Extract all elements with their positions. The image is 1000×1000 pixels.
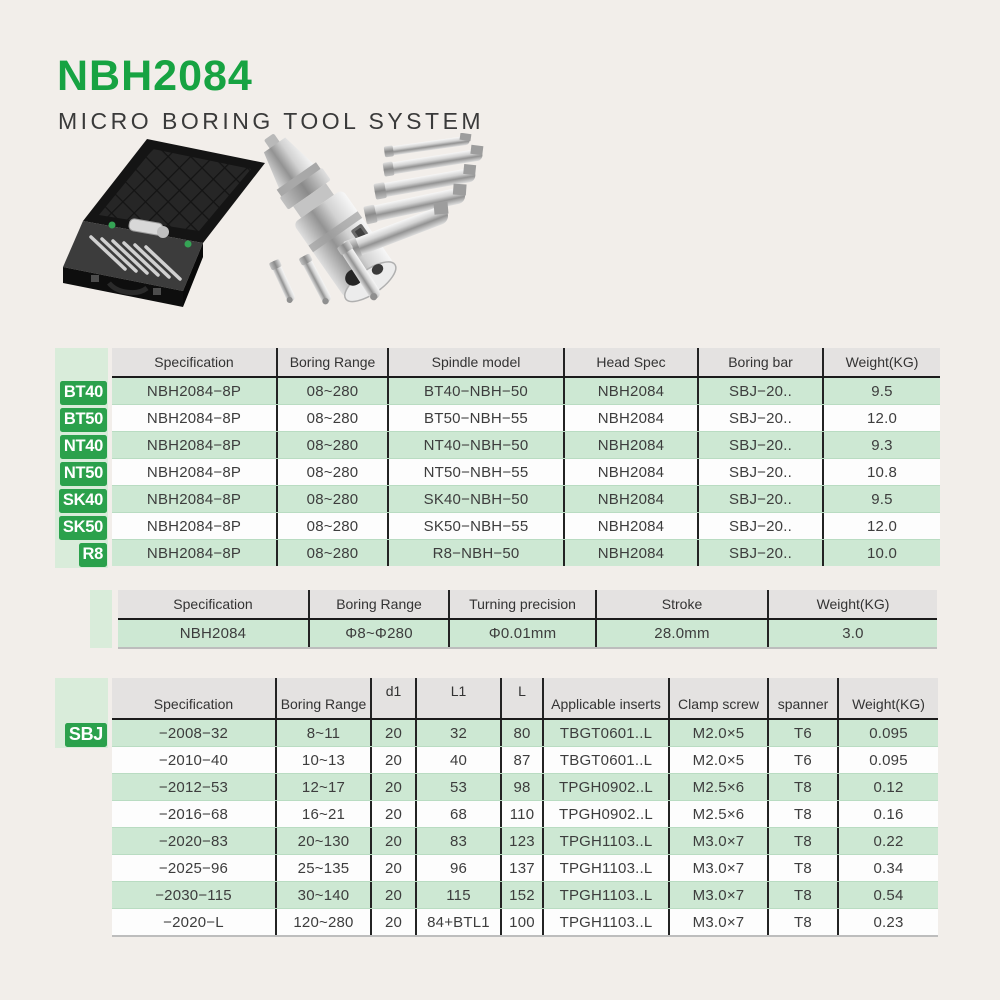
table-cell: T8 [767, 855, 837, 881]
table-cell: NT40−NBH−50 [387, 432, 563, 458]
table-cell: SBJ−20.. [697, 513, 822, 539]
table-cell: 0.54 [837, 882, 938, 908]
table-row [112, 404, 940, 431]
table-row [112, 881, 938, 908]
column-header: Weight(KG) [837, 678, 938, 718]
sbj-table-label-stripe [55, 678, 108, 748]
table-cell: 08~280 [276, 486, 387, 512]
table-cell: T8 [767, 828, 837, 854]
table-cell: TBGT0601..L [542, 747, 668, 773]
table-cell: TPGH1103..L [542, 882, 668, 908]
column-header: Weight(KG) [767, 590, 937, 618]
table-cell: 12.0 [822, 513, 940, 539]
table-cell: SK40−NBH−50 [387, 486, 563, 512]
column-header: Boring bar [697, 348, 822, 376]
table-cell: NBH2084−8P [146, 463, 242, 481]
table-cell: NBH2084−8P [146, 544, 242, 562]
table-cell: NBH2084 [563, 513, 697, 539]
table-cell: BT50−NBH−55 [387, 405, 563, 431]
table-cell: 30~140 [275, 882, 370, 908]
table-cell: 10.0 [822, 540, 940, 566]
table-cell: 9.5 [822, 486, 940, 512]
table-cell: M2.0×5 [668, 747, 767, 773]
table-cell: 83 [415, 828, 500, 854]
spindle-table [55, 348, 940, 568]
table-cell: TPGH0902..L [542, 801, 668, 827]
table-row [112, 746, 938, 773]
table-cell: −2010−40 [158, 751, 229, 769]
row-label-badge: BT50 [60, 408, 107, 432]
table-row [112, 720, 938, 746]
table-cell: NBH2084 [563, 459, 697, 485]
table-cell: 152 [500, 882, 542, 908]
product-photo [55, 133, 545, 323]
table-cell: 20~130 [275, 828, 370, 854]
column-header: Weight(KG) [822, 348, 940, 376]
table-cell: 98 [500, 774, 542, 800]
table-cell: 28.0mm [595, 620, 767, 647]
table-cell: NBH2084−8P [146, 436, 242, 454]
table-cell: SBJ−20.. [697, 405, 822, 431]
table-cell: 123 [500, 828, 542, 854]
table-cell: 20 [370, 774, 415, 800]
column-header: Turning precision [448, 590, 595, 618]
table-cell: NBH2084−8P [146, 409, 242, 427]
table-cell: M2.0×5 [668, 720, 767, 746]
table-cell: 20 [370, 747, 415, 773]
table-cell: TPGH1103..L [542, 828, 668, 854]
row-label-badge: SK50 [59, 516, 107, 540]
column-header: Boring Range [275, 678, 370, 718]
column-header: L [500, 678, 542, 718]
table-cell: 0.34 [837, 855, 938, 881]
table-cell: −2016−68 [158, 805, 229, 823]
row-label-badge: NT40 [60, 435, 107, 459]
table-header-row [118, 590, 937, 620]
column-header: Stroke [595, 590, 767, 618]
table-cell: SBJ−20.. [697, 378, 822, 404]
table-cell: Φ0.01mm [448, 620, 595, 647]
column-header: Specification [154, 354, 234, 370]
table-cell: 53 [415, 774, 500, 800]
table-cell: NBH2084 [563, 405, 697, 431]
table-cell: 9.3 [822, 432, 940, 458]
table-cell: 10.8 [822, 459, 940, 485]
table-cell: M3.0×7 [668, 882, 767, 908]
table-cell: 80 [500, 720, 542, 746]
table-cell: 110 [500, 801, 542, 827]
spindle-table-label-stripe [55, 348, 108, 568]
table-cell: 12~17 [275, 774, 370, 800]
table-cell: NBH2084 [563, 486, 697, 512]
table-cell: 8~11 [275, 720, 370, 746]
table-cell: T8 [767, 801, 837, 827]
table-cell: 10~13 [275, 747, 370, 773]
table-cell: NBH2084−8P [146, 490, 242, 508]
table-cell: 08~280 [276, 459, 387, 485]
table-cell: −2020−L [163, 913, 224, 931]
table-row [112, 485, 940, 512]
table-cell: 96 [415, 855, 500, 881]
table-cell: 3.0 [767, 620, 937, 647]
table-cell: 40 [415, 747, 500, 773]
table-cell: TPGH0902..L [542, 774, 668, 800]
table-cell: TPGH1103..L [542, 855, 668, 881]
column-header: Spindle model [387, 348, 563, 376]
table-row [112, 431, 940, 458]
table-cell: 115 [415, 882, 500, 908]
table-cell: NBH2084 [563, 378, 697, 404]
sbj-table [55, 678, 938, 937]
page-title: NBH2084 [57, 52, 253, 100]
table-row [112, 378, 940, 404]
table-cell: −2008−32 [158, 724, 229, 742]
table-cell: SBJ−20.. [697, 459, 822, 485]
table-cell: R8−NBH−50 [387, 540, 563, 566]
table-row [112, 512, 940, 539]
table-row [112, 539, 940, 566]
table-cell: NBH2084−8P [146, 382, 242, 400]
table-cell: 08~280 [276, 513, 387, 539]
row-label-badge: R8 [79, 543, 108, 567]
table-cell: 08~280 [276, 432, 387, 458]
column-header: d1 [370, 678, 415, 718]
row-label-badge: SK40 [59, 489, 107, 513]
table-row [112, 908, 938, 935]
table-cell: 20 [370, 801, 415, 827]
table-cell: 120~280 [275, 909, 370, 935]
table-cell: 08~280 [276, 378, 387, 404]
page-subtitle: MICRO BORING TOOL SYSTEM [58, 108, 485, 134]
table-cell: M3.0×7 [668, 828, 767, 854]
table-cell: BT40−NBH−50 [387, 378, 563, 404]
column-header: Specification [153, 696, 234, 712]
table-cell: 32 [415, 720, 500, 746]
table-cell: M3.0×7 [668, 909, 767, 935]
table-cell: M3.0×7 [668, 855, 767, 881]
table-cell: 20 [370, 720, 415, 746]
table-cell: T8 [767, 909, 837, 935]
table-cell: T6 [767, 747, 837, 773]
table-row [112, 773, 938, 800]
column-header: Head Spec [563, 348, 697, 376]
head-spec-table [90, 590, 937, 649]
table-cell: 08~280 [276, 540, 387, 566]
table-cell: 0.095 [837, 747, 938, 773]
table-cell: −2012−53 [158, 778, 229, 796]
table-cell: NT50−NBH−55 [387, 459, 563, 485]
tool-case-photo [63, 139, 265, 307]
table-cell: SBJ−20.. [697, 540, 822, 566]
table-cell: T8 [767, 882, 837, 908]
table-row [112, 827, 938, 854]
table-row [112, 800, 938, 827]
table-cell: 08~280 [276, 405, 387, 431]
table-cell: 0.12 [837, 774, 938, 800]
table-cell: 0.23 [837, 909, 938, 935]
table-cell: 25~135 [275, 855, 370, 881]
table-cell: NBH2084−8P [146, 517, 242, 535]
head-spec-table-stripe [90, 590, 112, 648]
table-cell: 20 [370, 909, 415, 935]
table-cell: 9.5 [822, 378, 940, 404]
table-cell: TPGH1103..L [542, 909, 668, 935]
column-header: L1 [415, 678, 500, 718]
column-header: spanner [767, 678, 837, 718]
table-cell: M2.5×6 [668, 801, 767, 827]
table-header-row [112, 678, 938, 720]
row-label-badge: BT40 [60, 381, 107, 405]
table-cell: Φ8~Φ280 [308, 620, 448, 647]
table-cell: 16~21 [275, 801, 370, 827]
table-cell: SBJ−20.. [697, 432, 822, 458]
table-cell: 0.095 [837, 720, 938, 746]
table-row [118, 620, 937, 647]
table-cell: NBH2084 [179, 625, 247, 642]
table-cell: 68 [415, 801, 500, 827]
table-cell: 20 [370, 882, 415, 908]
column-header: Clamp screw [668, 678, 767, 718]
table-cell: 137 [500, 855, 542, 881]
table-cell: T8 [767, 774, 837, 800]
table-cell: M2.5×6 [668, 774, 767, 800]
column-header: Applicable inserts [542, 678, 668, 718]
table-cell: T6 [767, 720, 837, 746]
table-cell: 100 [500, 909, 542, 935]
table-cell: −2020−83 [158, 832, 229, 850]
table-row [112, 458, 940, 485]
table-cell: 20 [370, 828, 415, 854]
column-header: Boring Range [308, 590, 448, 618]
row-label-badge: SBJ [65, 723, 107, 747]
table-cell: −2025−96 [158, 859, 229, 877]
table-cell: 20 [370, 855, 415, 881]
table-cell: SBJ−20.. [697, 486, 822, 512]
column-header: Specification [173, 596, 253, 612]
table-cell: NBH2084 [563, 432, 697, 458]
row-label-badge: NT50 [60, 462, 107, 486]
table-cell: TBGT0601..L [542, 720, 668, 746]
table-cell: 87 [500, 747, 542, 773]
table-cell: 84+BTL1 [415, 909, 500, 935]
table-cell: −2030−115 [155, 886, 232, 904]
column-header: Boring Range [276, 348, 387, 376]
table-cell: 0.16 [837, 801, 938, 827]
table-row [112, 854, 938, 881]
table-cell: 12.0 [822, 405, 940, 431]
table-cell: NBH2084 [563, 540, 697, 566]
table-cell: SK50−NBH−55 [387, 513, 563, 539]
table-header-row [112, 348, 940, 378]
table-cell: 0.22 [837, 828, 938, 854]
